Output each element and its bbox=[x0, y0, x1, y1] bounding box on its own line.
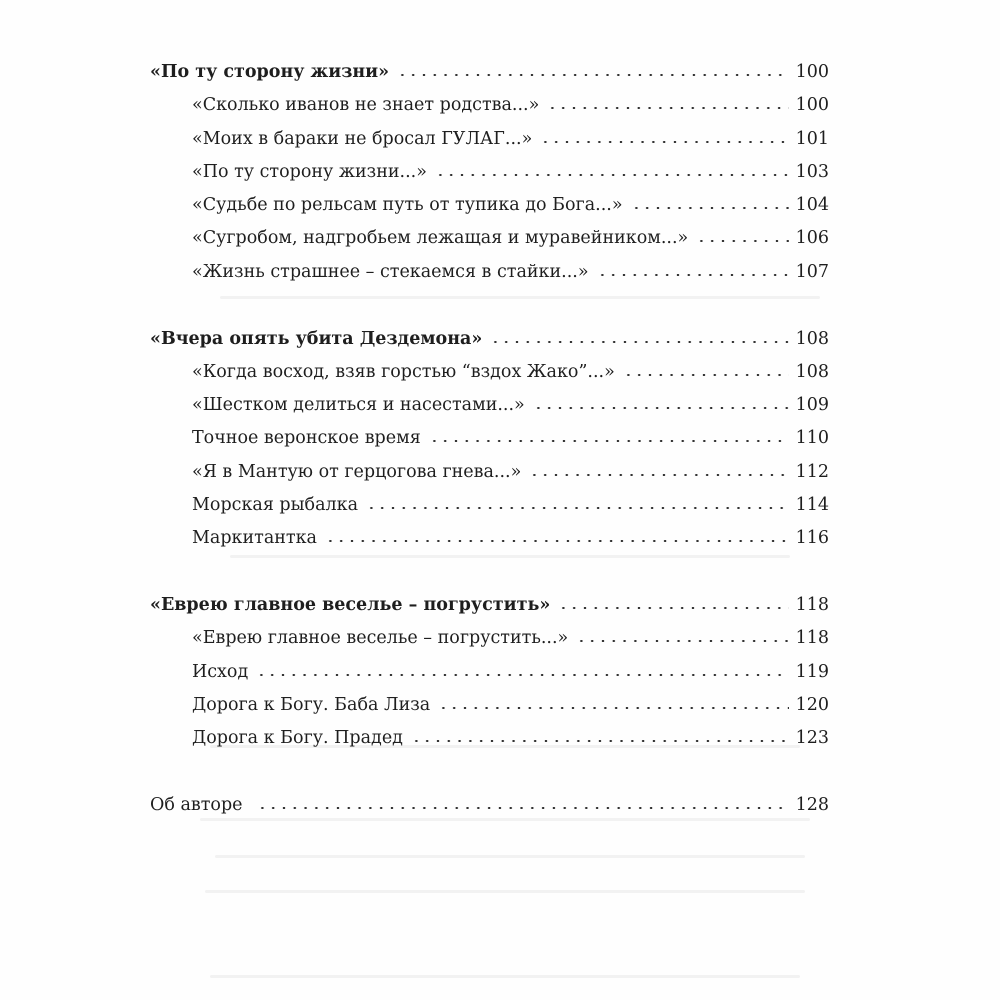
toc-page-number: 100 bbox=[795, 62, 829, 82]
dot-leader bbox=[490, 341, 789, 343]
toc-page-number: 120 bbox=[795, 695, 829, 716]
toc-entry-title: «Когда восход, взяв горстью “вздох Жако”...» bbox=[192, 361, 615, 382]
toc-entry bbox=[150, 489, 829, 522]
toc-entry-title: Маркитантка bbox=[192, 528, 317, 549]
dot-leader bbox=[257, 807, 789, 809]
toc-entry bbox=[150, 522, 829, 555]
toc-entry-title: Морская рыбалка bbox=[192, 495, 359, 516]
toc-entry-title: «Сугробом, надгробьем лежащая и муравейником...» bbox=[192, 228, 689, 249]
toc-entry-title: Точное веронское время bbox=[192, 428, 421, 449]
toc-page-number: 108 bbox=[795, 328, 829, 349]
toc-entry bbox=[150, 222, 829, 255]
toc-entry-title: Дорога к Богу. Прадед bbox=[192, 728, 403, 749]
toc-page-number: 103 bbox=[795, 161, 829, 182]
toc-entry bbox=[150, 456, 829, 489]
dot-leader bbox=[696, 240, 789, 242]
toc-page-number: 107 bbox=[795, 261, 829, 282]
bleed-through-mark bbox=[210, 975, 800, 978]
dot-leader bbox=[411, 740, 789, 742]
toc-section-1 bbox=[150, 56, 829, 289]
toc-section-title: «По ту сторону жизни» bbox=[150, 62, 390, 82]
dot-leader bbox=[529, 474, 789, 476]
toc-entry-title: «Моих в бараки не бросал ГУЛАГ...» bbox=[192, 128, 533, 149]
toc-entry-title: «Жизнь страшнее – стекаемся в стайки...» bbox=[192, 261, 589, 282]
toc-section-2 bbox=[150, 323, 829, 556]
toc-entry bbox=[150, 123, 829, 156]
toc-section-heading bbox=[150, 323, 829, 356]
dot-leader bbox=[623, 374, 789, 376]
toc-entry-title: «Судьбе по рельсам путь от тупика до Бога...» bbox=[192, 195, 623, 216]
toc-section-heading bbox=[150, 589, 829, 622]
toc-entry bbox=[150, 722, 829, 755]
toc-entry bbox=[150, 189, 829, 222]
toc-entry bbox=[150, 156, 829, 189]
dot-leader bbox=[558, 607, 789, 609]
dot-leader bbox=[438, 707, 789, 709]
toc-page-number: 101 bbox=[795, 128, 829, 149]
toc-entry bbox=[150, 356, 829, 389]
toc-page-number: 100 bbox=[795, 95, 829, 116]
toc-page-number: 112 bbox=[795, 461, 829, 482]
dot-leader bbox=[325, 540, 789, 542]
dot-leader bbox=[540, 141, 789, 143]
toc-entry-title: Дорога к Богу. Баба Лиза bbox=[192, 695, 431, 716]
toc-entry bbox=[150, 256, 829, 289]
toc-section-title: «Вчера опять убита Дездемона» bbox=[150, 328, 483, 349]
toc-entry-title: «Сколько иванов не знает родства...» bbox=[192, 95, 540, 116]
toc-entry bbox=[150, 89, 829, 122]
toc-section-heading bbox=[150, 56, 829, 89]
toc-page-number: 123 bbox=[795, 728, 829, 749]
toc-entry-title: «Еврею главное веселье – погрустить...» bbox=[192, 628, 569, 649]
toc-page-number: 128 bbox=[795, 795, 829, 816]
toc-entry bbox=[150, 689, 829, 722]
toc-page-number: 116 bbox=[795, 528, 829, 549]
dot-leader bbox=[597, 274, 789, 276]
table-of-contents bbox=[150, 56, 829, 822]
dot-leader bbox=[576, 640, 789, 642]
toc-entry bbox=[150, 622, 829, 655]
toc-entry-title: «Шестком делиться и насестами...» bbox=[192, 395, 525, 416]
toc-entry bbox=[150, 422, 829, 455]
dot-leader bbox=[429, 440, 789, 442]
toc-section-3 bbox=[150, 589, 829, 755]
bleed-through-mark bbox=[205, 890, 805, 893]
dot-leader bbox=[631, 207, 789, 209]
toc-about-author bbox=[150, 789, 829, 822]
toc-page-number: 108 bbox=[795, 361, 829, 382]
toc-entry-title: Об авторе bbox=[150, 795, 243, 816]
toc-page-number: 110 bbox=[795, 428, 829, 449]
dot-leader bbox=[547, 107, 789, 109]
toc-entry-title: Исход bbox=[192, 661, 249, 682]
toc-entry bbox=[150, 656, 829, 689]
dot-leader bbox=[366, 507, 789, 509]
toc-entry bbox=[150, 389, 829, 422]
dot-leader bbox=[533, 407, 789, 409]
toc-entry-title: «Я в Мантую от герцогова гнева...» bbox=[192, 461, 522, 482]
dot-leader bbox=[397, 74, 789, 76]
dot-leader bbox=[256, 674, 789, 676]
toc-page-number: 118 bbox=[795, 628, 829, 649]
toc-entry-title: «По ту сторону жизни...» bbox=[192, 161, 427, 182]
toc-page-number: 106 bbox=[795, 228, 829, 249]
toc-page-number: 119 bbox=[795, 661, 829, 682]
toc-page-number: 114 bbox=[795, 495, 829, 516]
dot-leader bbox=[435, 174, 789, 176]
toc-page-number: 104 bbox=[795, 195, 829, 216]
bleed-through-mark bbox=[215, 855, 805, 858]
toc-section-title: «Еврею главное веселье – погрустить» bbox=[150, 595, 551, 616]
toc-page-number: 109 bbox=[795, 395, 829, 416]
toc-page-number: 118 bbox=[795, 595, 829, 616]
